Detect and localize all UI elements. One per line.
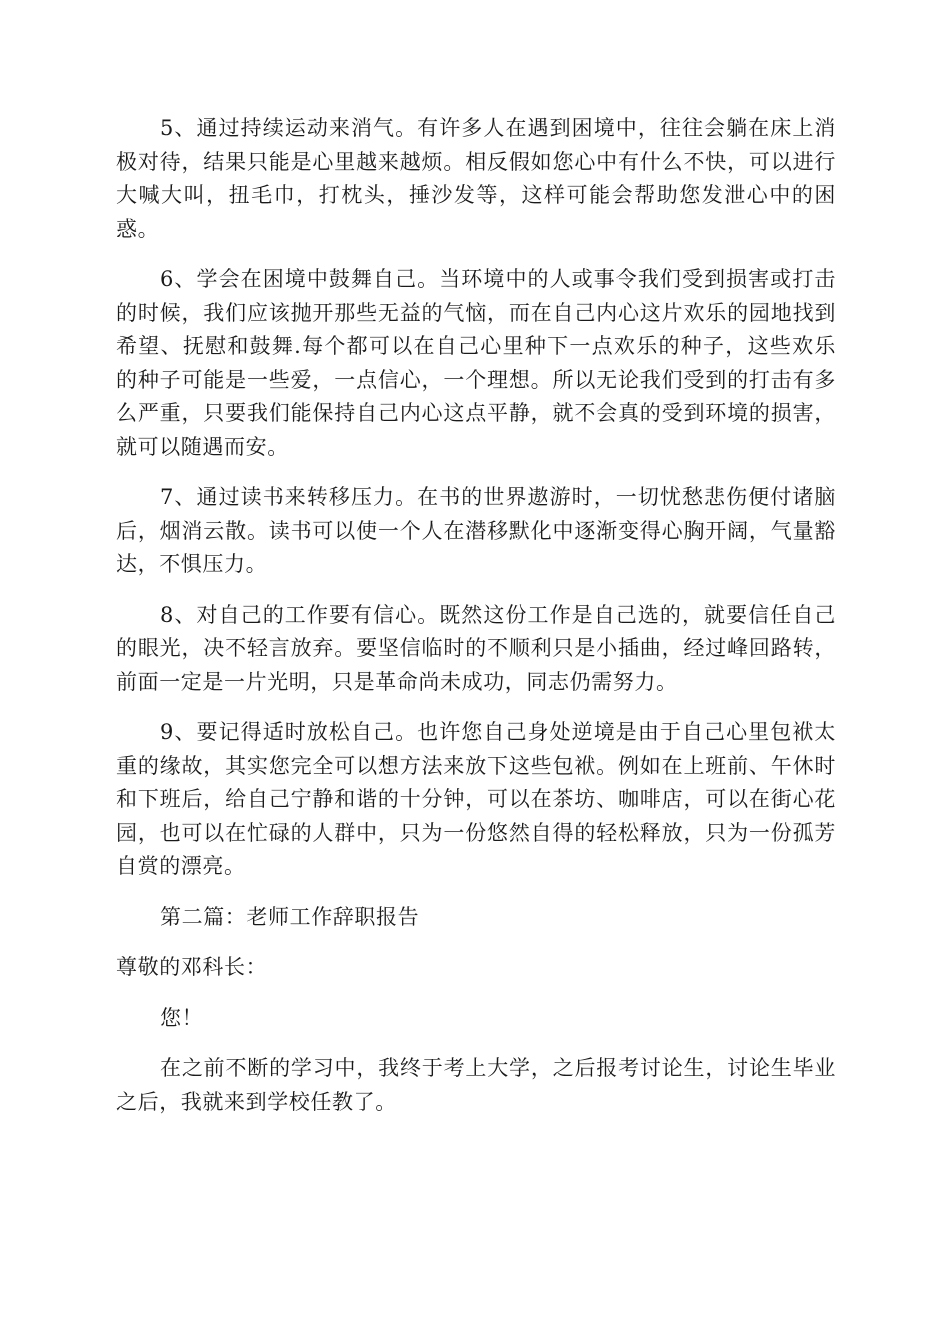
section-heading: 第二篇：老师工作辞职报告 [160, 904, 420, 929]
document-body [116, 112, 836, 1136]
paragraph-tip-6: 6、学会在困境中鼓舞自己。当环境中的人或事令我们受到损害或打击的时候，我们应该抛开那些无益的气恼，而在自己内心这片欢乐的园地找到希望、抚慰和鼓舞.每个都可以在自己心里种下一点欢乐的种子，这些欢乐的种子可能是一些爱，一点信心，一个理想。所以无论我们受到的打击有多么严重，只要我们能保持自己内心这点平静，就不会真的受到环境的损害，就可以随遇而安。 [116, 267, 836, 459]
greeting: 您！ [160, 1005, 204, 1030]
paragraph-tip-8: 8、对自己的工作要有信心。既然这份工作是自己选的，就要信任自己的眼光，决不轻言放弃。要坚信临时的不顺利只是小插曲，经过峰回路转，前面一定是一片光明，只是革命尚未成功，同志仍需努力。 [116, 602, 836, 694]
paragraph-tip-5: 5、通过持续运动来消气。有许多人在遇到困境中，往往会躺在床上消极对待，结果只能是心里越来越烦。相反假如您心中有什么不快，可以进行大喊大叫，扭毛巾，打枕头，捶沙发等，这样可能会帮助您发泄心中的困惑。 [116, 116, 836, 241]
salutation: 尊敬的邓科长： [116, 955, 268, 979]
paragraph-tip-9: 9、要记得适时放松自己。也许您自己身处逆境是由于自己心里包袱太重的缘故，其实您完全可以想方法来放下这些包袱。例如在上班前、午休时和下班后，给自己宁静和谐的十分钟，可以在茶坊、咖啡店，可以在街心花园，也可以在忙碌的人群中，只为一份悠然自得的轻松释放，只为一份孤芳自赏的漂亮。 [116, 720, 836, 878]
letter-body-paragraph: 在之前不断的学习中，我终于考上大学，之后报考讨论生，讨论生毕业之后，我就来到学校任教了。 [116, 1056, 836, 1114]
paragraph-tip-7: 7、通过读书来转移压力。在书的世界遨游时，一切忧愁悲伤便付诸脑后，烟消云散。读书可以使一个人在潜移默化中逐渐变得心胸开阔，气量豁达，不惧压力。 [116, 485, 836, 576]
